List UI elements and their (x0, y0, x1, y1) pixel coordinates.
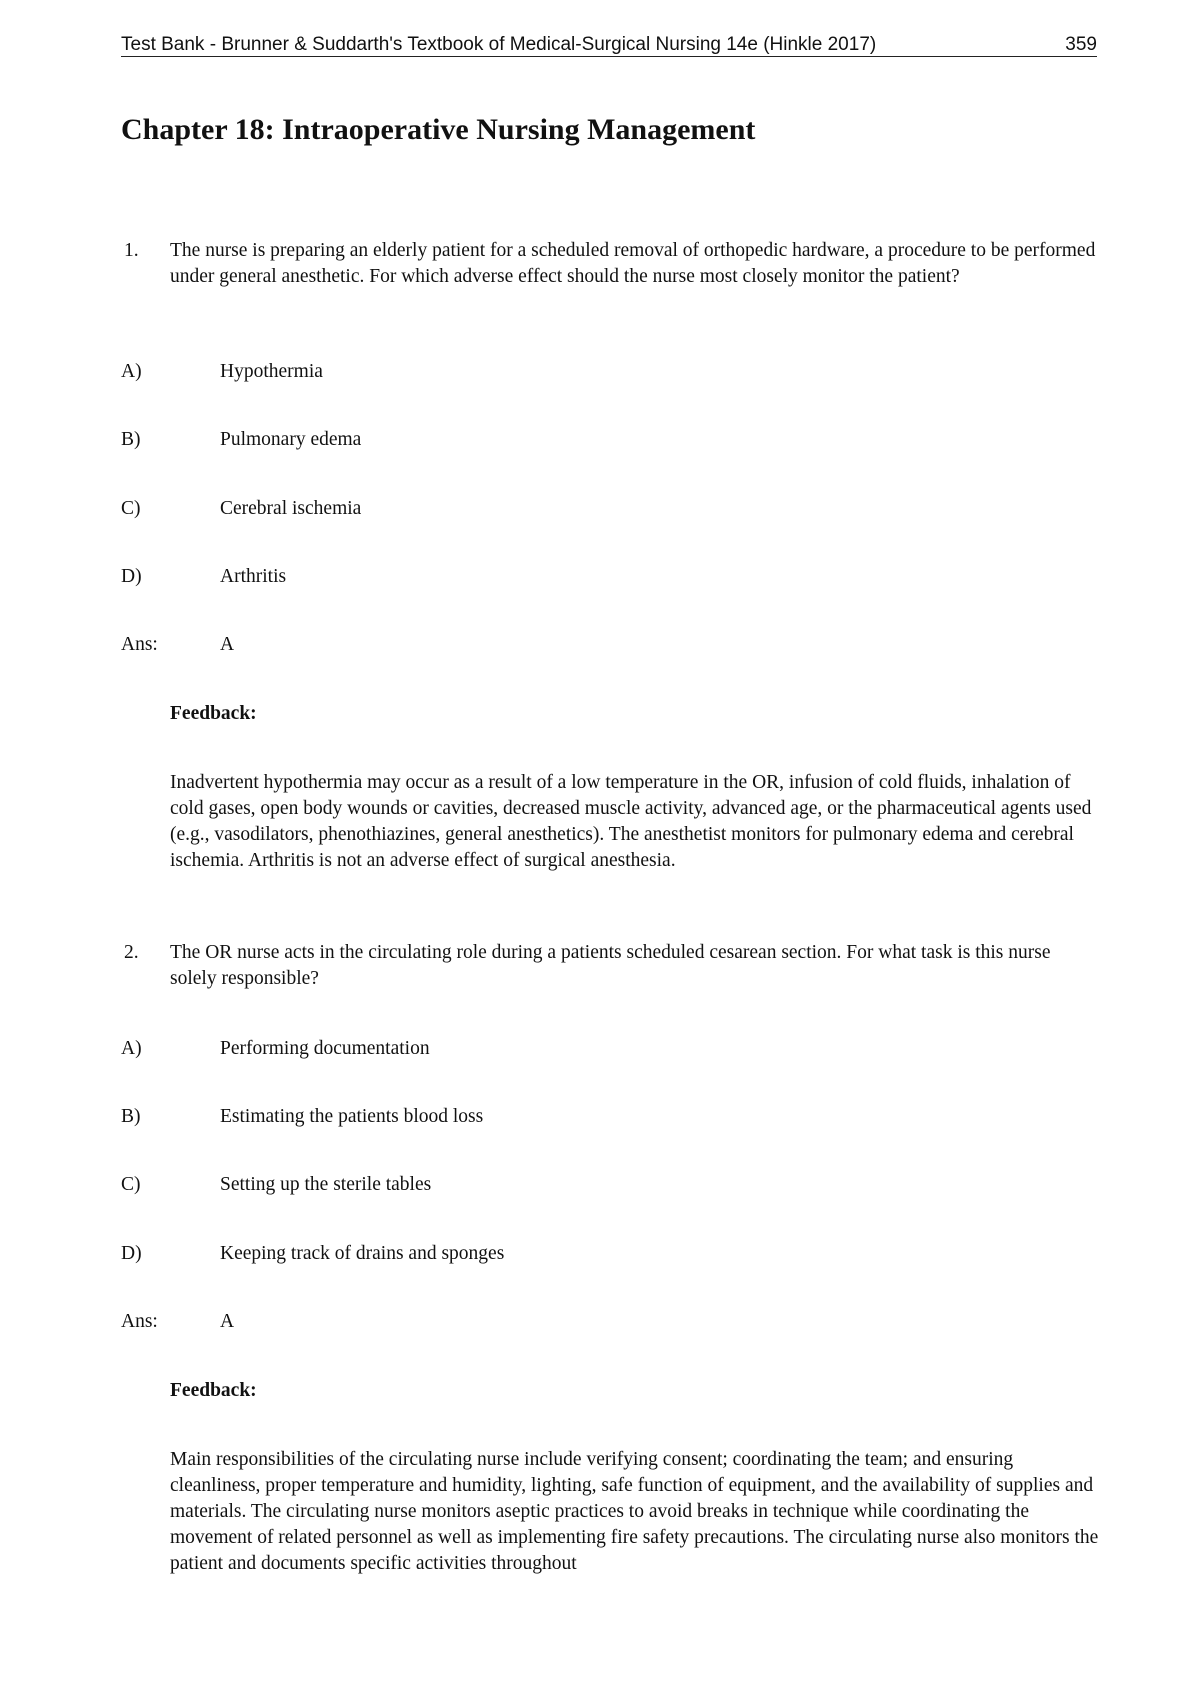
question-stem: The OR nurse acts in the circulating role during a patients scheduled cesarean section. For what task is this nurse solely responsible? (170, 942, 1051, 989)
option-text: Performing documentation (220, 1038, 430, 1059)
feedback-heading: Feedback: (170, 703, 257, 724)
answer-label: Ans: (121, 1311, 158, 1332)
running-header (121, 34, 1097, 57)
option-text: Pulmonary edema (220, 429, 362, 450)
question-stem: The nurse is preparing an elderly patient for a scheduled removal of orthopedic hardware, a procedure to be performed under general anesthetic. For which adverse effect should the nurse most closely monitor the patient? (170, 240, 1096, 287)
option-letter: B) (121, 429, 141, 450)
option-letter: C) (121, 498, 141, 519)
question-number: 2. (124, 942, 139, 963)
feedback-text: Inadvertent hypothermia may occur as a result of a low temperature in the OR, infusion of cold fluids, inhalation of cold gases, open body wounds or cavities, decreased muscle activity, advanced age, or the pharmaceutical agents used (e.g., vasodilators, phenothiazines, general anesthetics). The anesthetist monitors for pulmonary edema and cerebral ischemia. Arthritis is not an adverse effect of surgical anesthesia. (170, 772, 1092, 871)
answer-label: Ans: (121, 634, 158, 655)
page-number: 359 (1065, 34, 1097, 55)
option-text: Setting up the sterile tables (220, 1174, 432, 1195)
feedback-heading: Feedback: (170, 1380, 257, 1401)
option-letter: D) (121, 1243, 142, 1264)
option-text: Hypothermia (220, 361, 323, 382)
option-text: Keeping track of drains and sponges (220, 1243, 505, 1264)
feedback-text: Main responsibilities of the circulating nurse include verifying consent; coordinating the team; and ensuring cleanliness, proper temperature and humidity, lighting, safe function of equipment, and the availability of supplies and materials. The circulating nurse monitors aseptic practices to avoid breaks in technique while coordinating the movement of related personnel as well as implementing fire safety precautions. The circulating nurse also monitors the patient and documents specific activities throughout (170, 1449, 1099, 1574)
answer-value: A (220, 1311, 235, 1332)
option-text: Cerebral ischemia (220, 498, 362, 519)
option-letter: A) (121, 361, 142, 382)
question-number: 1. (124, 240, 139, 261)
option-text: Estimating the patients blood loss (220, 1106, 484, 1127)
option-letter: A) (121, 1038, 142, 1059)
option-text: Arthritis (220, 566, 287, 587)
option-letter: D) (121, 566, 142, 587)
header-title: Test Bank - Brunner & Suddarth's Textbook of Medical-Surgical Nursing 14e (Hinkle 2017) (121, 34, 877, 55)
option-letter: C) (121, 1174, 141, 1195)
option-letter: B) (121, 1106, 141, 1127)
answer-value: A (220, 634, 235, 655)
chapter-title: Chapter 18: Intraoperative Nursing Management (121, 113, 756, 146)
